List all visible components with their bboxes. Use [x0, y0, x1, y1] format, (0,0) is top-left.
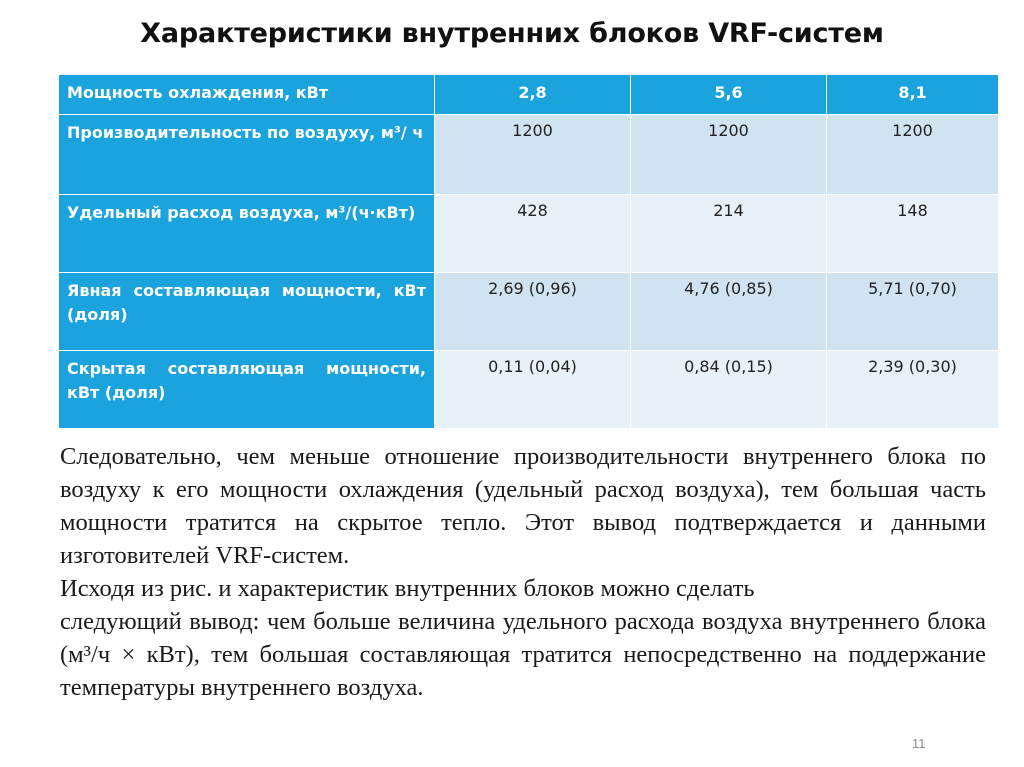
page-number: 11 [912, 736, 926, 751]
paragraph-inference [60, 572, 986, 704]
table-row [59, 195, 999, 273]
row-label-cell: Производительность по воздуху, м³/ ч [59, 115, 435, 195]
table-row [59, 273, 999, 351]
value-cell: 148 [827, 195, 999, 273]
value-cell: 214 [631, 195, 827, 273]
value-cell: 4,76 (0,85) [631, 273, 827, 351]
paragraph-conclusion: Следовательно, чем меньше отношение производительности внутреннего блока по воздуху к его мощности охлаждения (удельный расход воздуха), тем большая часть мощности тратится на скрытое тепло. Этот вывод подтверждается и данными изготовителей VRF-систем. [60, 443, 986, 569]
header-value-cell: 5,6 [631, 75, 827, 115]
body-text [60, 440, 986, 704]
value-cell: 0,84 (0,15) [631, 351, 827, 429]
paragraph-inference-first-line: Исходя из рис. и характеристик внутренних блоков можно сделать [60, 575, 755, 602]
value-cell: 0,11 (0,04) [435, 351, 631, 429]
value-cell: 1200 [827, 115, 999, 195]
slide-title: Характеристики внутренних блоков VRF-систем [140, 18, 884, 49]
value-cell: 1200 [435, 115, 631, 195]
header-value-cell: 8,1 [827, 75, 999, 115]
value-cell: 2,69 (0,96) [435, 273, 631, 351]
header-label-cell: Мощность охлаждения, кВт [59, 75, 435, 115]
header-value-cell: 2,8 [435, 75, 631, 115]
table-row [59, 351, 999, 429]
table-row [59, 115, 999, 195]
value-cell: 1200 [631, 115, 827, 195]
value-cell: 5,71 (0,70) [827, 273, 999, 351]
row-label-cell: Скрытая составляющая мощности, кВт (доля) [59, 351, 435, 429]
paragraph-inference-rest: следующий вывод: чем больше величина удельного расхода воздуха внутреннего блока (м³/ч × кВт), тем большая составляющая тратится непосредственно на поддержание температуры внутреннего воздуха. [60, 608, 986, 701]
vrf-characteristics-table [58, 74, 999, 429]
value-cell: 2,39 (0,30) [827, 351, 999, 429]
row-label-cell: Явная составляющая мощности, кВт (доля) [59, 273, 435, 351]
row-label-cell: Удельный расход воздуха, м³/(ч·кВт) [59, 195, 435, 273]
value-cell: 428 [435, 195, 631, 273]
table-header-row [59, 75, 999, 115]
